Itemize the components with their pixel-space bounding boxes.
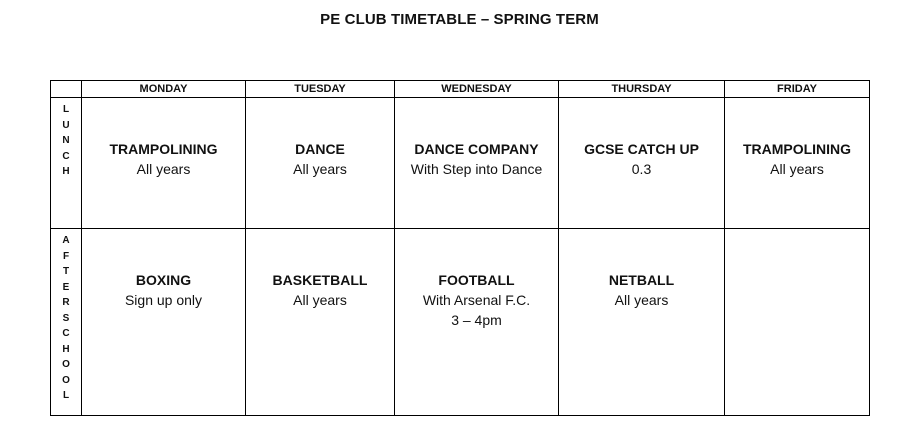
activity-name: NETBALL — [608, 272, 675, 288]
after-school-row — [51, 229, 870, 416]
after-school-wednesday-cell — [395, 229, 559, 416]
lunch-monday-cell — [82, 98, 246, 229]
side-letter: F — [62, 250, 70, 262]
after-school-thursday-cell — [559, 229, 725, 416]
side-letter: C — [62, 328, 70, 339]
after-school-tuesday-cell — [246, 229, 395, 416]
side-letter: E — [62, 281, 70, 293]
side-letter: A — [62, 235, 70, 246]
page-title: PE CLUB TIMETABLE – SPRING TERM — [320, 11, 599, 28]
after-school-monday-cell — [82, 229, 246, 416]
activity-name: DANCE — [295, 141, 345, 157]
side-letter: R — [62, 297, 70, 308]
day-header-friday: FRIDAY — [725, 81, 870, 98]
activity-detail: Sign up only — [124, 292, 203, 308]
side-letter: H — [62, 343, 70, 355]
side-letter: S — [62, 312, 70, 324]
side-letter: U — [62, 119, 70, 131]
day-header-wednesday: WEDNESDAY — [395, 81, 559, 98]
lunch-tuesday-cell — [246, 98, 395, 229]
side-letter: L — [62, 390, 70, 401]
activity-detail: 3 – 4pm — [451, 312, 502, 328]
activity-name: GCSE CATCH UP — [584, 141, 699, 157]
day-header-thursday: THURSDAY — [559, 81, 725, 98]
activity-detail: With Arsenal F.C. — [422, 292, 531, 308]
side-letter: O — [62, 374, 70, 386]
side-letter: L — [62, 104, 70, 115]
after-school-row-label — [51, 229, 82, 416]
day-header-tuesday: TUESDAY — [246, 81, 395, 98]
corner-cell — [51, 81, 82, 98]
lunch-thursday-cell — [559, 98, 725, 229]
activity-name: BASKETBALL — [272, 272, 368, 288]
activity-name: FOOTBALL — [438, 272, 515, 288]
activity-name: BOXING — [135, 272, 192, 288]
timetable — [50, 80, 870, 416]
activity-detail: With Step into Dance — [410, 161, 543, 177]
side-letter: O — [62, 359, 70, 370]
activity-detail: All years — [136, 161, 191, 177]
activity-name: TRAMPOLINING — [109, 141, 218, 157]
activity-detail: All years — [614, 292, 669, 308]
after-school-friday-cell — [725, 229, 870, 416]
activity-name: DANCE COMPANY — [414, 141, 539, 157]
side-letter: T — [62, 266, 70, 277]
side-letter: C — [62, 150, 70, 162]
side-letter: H — [62, 166, 70, 177]
header-row — [51, 81, 870, 98]
activity-detail: All years — [770, 161, 824, 177]
lunch-friday-cell — [725, 98, 870, 229]
lunch-row — [51, 98, 870, 229]
lunch-wednesday-cell — [395, 98, 559, 229]
activity-detail: All years — [293, 292, 347, 308]
activity-detail: All years — [293, 161, 347, 177]
lunch-row-label — [51, 98, 82, 229]
activity-name: TRAMPOLINING — [742, 141, 852, 157]
activity-detail: 0.3 — [631, 161, 652, 177]
side-letter: N — [62, 135, 70, 146]
day-header-monday: MONDAY — [82, 81, 246, 98]
